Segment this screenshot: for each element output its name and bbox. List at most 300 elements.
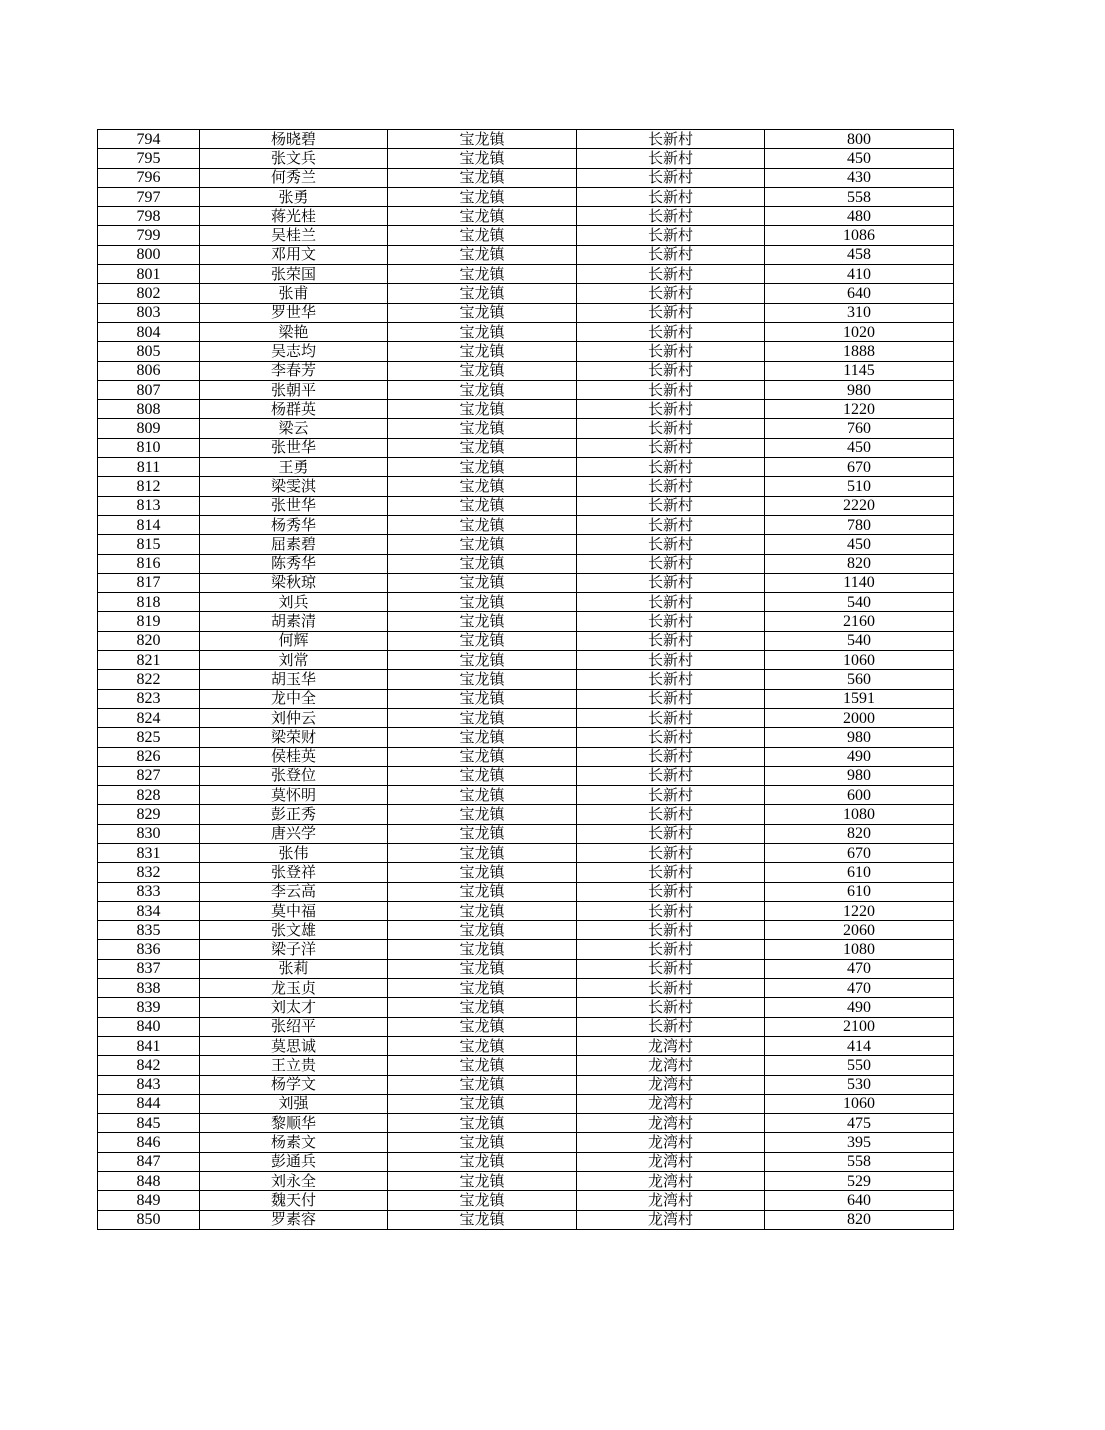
name-cell: 杨素文 bbox=[200, 1133, 388, 1152]
town-cell: 宝龙镇 bbox=[388, 670, 577, 689]
name-cell: 何辉 bbox=[200, 631, 388, 650]
table-row bbox=[98, 207, 954, 226]
amount-cell: 490 bbox=[765, 747, 954, 766]
town-cell: 宝龙镇 bbox=[388, 921, 577, 940]
village-cell: 龙湾村 bbox=[577, 1191, 765, 1210]
amount-cell: 540 bbox=[765, 631, 954, 650]
amount-cell: 2160 bbox=[765, 612, 954, 631]
town-cell: 宝龙镇 bbox=[388, 400, 577, 419]
town-cell: 宝龙镇 bbox=[388, 1172, 577, 1191]
table-row bbox=[98, 284, 954, 303]
amount-cell: 980 bbox=[765, 766, 954, 785]
town-cell: 宝龙镇 bbox=[388, 1191, 577, 1210]
row-number-cell: 799 bbox=[98, 226, 200, 245]
village-cell: 长新村 bbox=[577, 168, 765, 187]
amount-cell: 670 bbox=[765, 458, 954, 477]
town-cell: 宝龙镇 bbox=[388, 187, 577, 206]
table-row bbox=[98, 535, 954, 554]
row-number-cell: 823 bbox=[98, 689, 200, 708]
row-number-cell: 833 bbox=[98, 882, 200, 901]
town-cell: 宝龙镇 bbox=[388, 901, 577, 920]
row-number-cell: 826 bbox=[98, 747, 200, 766]
name-cell: 黎顺华 bbox=[200, 1114, 388, 1133]
name-cell: 莫中福 bbox=[200, 901, 388, 920]
table-row bbox=[98, 901, 954, 920]
town-cell: 宝龙镇 bbox=[388, 863, 577, 882]
table-row bbox=[98, 1036, 954, 1055]
village-cell: 长新村 bbox=[577, 979, 765, 998]
table-row bbox=[98, 1114, 954, 1133]
row-number-cell: 818 bbox=[98, 593, 200, 612]
village-cell: 长新村 bbox=[577, 554, 765, 573]
amount-cell: 470 bbox=[765, 979, 954, 998]
amount-cell: 414 bbox=[765, 1036, 954, 1055]
amount-cell: 490 bbox=[765, 998, 954, 1017]
table-row bbox=[98, 1017, 954, 1036]
village-cell: 长新村 bbox=[577, 265, 765, 284]
town-cell: 宝龙镇 bbox=[388, 882, 577, 901]
amount-cell: 529 bbox=[765, 1172, 954, 1191]
name-cell: 蒋光桂 bbox=[200, 207, 388, 226]
name-cell: 吴志均 bbox=[200, 342, 388, 361]
name-cell: 刘兵 bbox=[200, 593, 388, 612]
town-cell: 宝龙镇 bbox=[388, 130, 577, 149]
amount-cell: 560 bbox=[765, 670, 954, 689]
village-cell: 长新村 bbox=[577, 805, 765, 824]
amount-cell: 980 bbox=[765, 380, 954, 399]
table-row bbox=[98, 824, 954, 843]
town-cell: 宝龙镇 bbox=[388, 496, 577, 515]
table-row bbox=[98, 998, 954, 1017]
amount-cell: 540 bbox=[765, 593, 954, 612]
amount-cell: 2220 bbox=[765, 496, 954, 515]
name-cell: 彭正秀 bbox=[200, 805, 388, 824]
name-cell: 梁云 bbox=[200, 419, 388, 438]
village-cell: 长新村 bbox=[577, 130, 765, 149]
row-number-cell: 812 bbox=[98, 477, 200, 496]
amount-cell: 558 bbox=[765, 1152, 954, 1171]
row-number-cell: 802 bbox=[98, 284, 200, 303]
table-row bbox=[98, 1210, 954, 1229]
row-number-cell: 814 bbox=[98, 515, 200, 534]
village-cell: 龙湾村 bbox=[577, 1056, 765, 1075]
town-cell: 宝龙镇 bbox=[388, 303, 577, 322]
name-cell: 张登位 bbox=[200, 766, 388, 785]
village-cell: 长新村 bbox=[577, 901, 765, 920]
town-cell: 宝龙镇 bbox=[388, 342, 577, 361]
amount-cell: 480 bbox=[765, 207, 954, 226]
row-number-cell: 848 bbox=[98, 1172, 200, 1191]
town-cell: 宝龙镇 bbox=[388, 1036, 577, 1055]
name-cell: 陈秀华 bbox=[200, 554, 388, 573]
amount-cell: 2000 bbox=[765, 708, 954, 727]
row-number-cell: 832 bbox=[98, 863, 200, 882]
table-row bbox=[98, 786, 954, 805]
row-number-cell: 843 bbox=[98, 1075, 200, 1094]
row-number-cell: 847 bbox=[98, 1152, 200, 1171]
amount-cell: 550 bbox=[765, 1056, 954, 1075]
village-cell: 长新村 bbox=[577, 322, 765, 341]
row-number-cell: 797 bbox=[98, 187, 200, 206]
name-cell: 吴桂兰 bbox=[200, 226, 388, 245]
village-cell: 长新村 bbox=[577, 573, 765, 592]
village-cell: 长新村 bbox=[577, 631, 765, 650]
town-cell: 宝龙镇 bbox=[388, 554, 577, 573]
row-number-cell: 825 bbox=[98, 728, 200, 747]
row-number-cell: 804 bbox=[98, 322, 200, 341]
town-cell: 宝龙镇 bbox=[388, 1017, 577, 1036]
village-cell: 长新村 bbox=[577, 959, 765, 978]
table-row bbox=[98, 651, 954, 670]
name-cell: 梁秋琼 bbox=[200, 573, 388, 592]
town-cell: 宝龙镇 bbox=[388, 535, 577, 554]
name-cell: 杨群英 bbox=[200, 400, 388, 419]
name-cell: 刘永全 bbox=[200, 1172, 388, 1191]
row-number-cell: 817 bbox=[98, 573, 200, 592]
amount-cell: 820 bbox=[765, 554, 954, 573]
amount-cell: 1220 bbox=[765, 400, 954, 419]
row-number-cell: 842 bbox=[98, 1056, 200, 1075]
town-cell: 宝龙镇 bbox=[388, 728, 577, 747]
table-row bbox=[98, 689, 954, 708]
name-cell: 张登祥 bbox=[200, 863, 388, 882]
village-cell: 长新村 bbox=[577, 226, 765, 245]
amount-cell: 1888 bbox=[765, 342, 954, 361]
town-cell: 宝龙镇 bbox=[388, 265, 577, 284]
amount-cell: 410 bbox=[765, 265, 954, 284]
village-cell: 长新村 bbox=[577, 708, 765, 727]
table-row bbox=[98, 921, 954, 940]
name-cell: 张世华 bbox=[200, 496, 388, 515]
village-cell: 长新村 bbox=[577, 612, 765, 631]
table-row bbox=[98, 400, 954, 419]
town-cell: 宝龙镇 bbox=[388, 477, 577, 496]
table-row bbox=[98, 1172, 954, 1191]
amount-cell: 610 bbox=[765, 863, 954, 882]
town-cell: 宝龙镇 bbox=[388, 380, 577, 399]
table-row bbox=[98, 419, 954, 438]
village-cell: 长新村 bbox=[577, 515, 765, 534]
row-number-cell: 834 bbox=[98, 901, 200, 920]
table-row bbox=[98, 959, 954, 978]
row-number-cell: 839 bbox=[98, 998, 200, 1017]
amount-cell: 1140 bbox=[765, 573, 954, 592]
row-number-cell: 824 bbox=[98, 708, 200, 727]
table-row bbox=[98, 1133, 954, 1152]
row-number-cell: 816 bbox=[98, 554, 200, 573]
row-number-cell: 838 bbox=[98, 979, 200, 998]
amount-cell: 458 bbox=[765, 245, 954, 264]
amount-cell: 1145 bbox=[765, 361, 954, 380]
town-cell: 宝龙镇 bbox=[388, 631, 577, 650]
table-row bbox=[98, 380, 954, 399]
name-cell: 梁艳 bbox=[200, 322, 388, 341]
table-row bbox=[98, 265, 954, 284]
table-row bbox=[98, 1191, 954, 1210]
table-row bbox=[98, 322, 954, 341]
row-number-cell: 828 bbox=[98, 786, 200, 805]
name-cell: 邓用文 bbox=[200, 245, 388, 264]
row-number-cell: 849 bbox=[98, 1191, 200, 1210]
amount-cell: 1080 bbox=[765, 940, 954, 959]
town-cell: 宝龙镇 bbox=[388, 226, 577, 245]
row-number-cell: 800 bbox=[98, 245, 200, 264]
village-cell: 长新村 bbox=[577, 843, 765, 862]
table-row bbox=[98, 882, 954, 901]
table-row bbox=[98, 458, 954, 477]
town-cell: 宝龙镇 bbox=[388, 168, 577, 187]
village-cell: 龙湾村 bbox=[577, 1152, 765, 1171]
table-row bbox=[98, 496, 954, 515]
table-row bbox=[98, 1152, 954, 1171]
name-cell: 张朝平 bbox=[200, 380, 388, 399]
table-row bbox=[98, 438, 954, 457]
village-cell: 长新村 bbox=[577, 863, 765, 882]
name-cell: 莫思诚 bbox=[200, 1036, 388, 1055]
name-cell: 刘仲云 bbox=[200, 708, 388, 727]
row-number-cell: 840 bbox=[98, 1017, 200, 1036]
village-cell: 龙湾村 bbox=[577, 1094, 765, 1113]
town-cell: 宝龙镇 bbox=[388, 284, 577, 303]
data-table bbox=[97, 129, 954, 1230]
name-cell: 彭通兵 bbox=[200, 1152, 388, 1171]
table-row bbox=[98, 670, 954, 689]
name-cell: 王立贵 bbox=[200, 1056, 388, 1075]
name-cell: 刘强 bbox=[200, 1094, 388, 1113]
name-cell: 张勇 bbox=[200, 187, 388, 206]
name-cell: 龙中全 bbox=[200, 689, 388, 708]
name-cell: 何秀兰 bbox=[200, 168, 388, 187]
name-cell: 屈素碧 bbox=[200, 535, 388, 554]
town-cell: 宝龙镇 bbox=[388, 207, 577, 226]
town-cell: 宝龙镇 bbox=[388, 1056, 577, 1075]
amount-cell: 640 bbox=[765, 284, 954, 303]
table-row bbox=[98, 477, 954, 496]
table-row bbox=[98, 843, 954, 862]
name-cell: 张文雄 bbox=[200, 921, 388, 940]
village-cell: 长新村 bbox=[577, 284, 765, 303]
table-row bbox=[98, 149, 954, 168]
village-cell: 长新村 bbox=[577, 187, 765, 206]
amount-cell: 450 bbox=[765, 535, 954, 554]
village-cell: 长新村 bbox=[577, 207, 765, 226]
name-cell: 梁雯淇 bbox=[200, 477, 388, 496]
row-number-cell: 836 bbox=[98, 940, 200, 959]
village-cell: 长新村 bbox=[577, 535, 765, 554]
table-row bbox=[98, 593, 954, 612]
table-row bbox=[98, 979, 954, 998]
village-cell: 长新村 bbox=[577, 670, 765, 689]
amount-cell: 640 bbox=[765, 1191, 954, 1210]
amount-cell: 980 bbox=[765, 728, 954, 747]
row-number-cell: 815 bbox=[98, 535, 200, 554]
table-row bbox=[98, 766, 954, 785]
name-cell: 梁子洋 bbox=[200, 940, 388, 959]
name-cell: 刘常 bbox=[200, 651, 388, 670]
town-cell: 宝龙镇 bbox=[388, 824, 577, 843]
town-cell: 宝龙镇 bbox=[388, 940, 577, 959]
village-cell: 长新村 bbox=[577, 380, 765, 399]
village-cell: 长新村 bbox=[577, 651, 765, 670]
village-cell: 长新村 bbox=[577, 419, 765, 438]
amount-cell: 530 bbox=[765, 1075, 954, 1094]
amount-cell: 1060 bbox=[765, 1094, 954, 1113]
row-number-cell: 805 bbox=[98, 342, 200, 361]
row-number-cell: 845 bbox=[98, 1114, 200, 1133]
name-cell: 唐兴学 bbox=[200, 824, 388, 843]
table-row bbox=[98, 303, 954, 322]
row-number-cell: 829 bbox=[98, 805, 200, 824]
town-cell: 宝龙镇 bbox=[388, 1094, 577, 1113]
amount-cell: 610 bbox=[765, 882, 954, 901]
amount-cell: 475 bbox=[765, 1114, 954, 1133]
amount-cell: 1080 bbox=[765, 805, 954, 824]
table-row bbox=[98, 805, 954, 824]
village-cell: 长新村 bbox=[577, 747, 765, 766]
table-body bbox=[98, 130, 954, 1230]
town-cell: 宝龙镇 bbox=[388, 747, 577, 766]
table-row bbox=[98, 342, 954, 361]
table-row bbox=[98, 573, 954, 592]
row-number-cell: 820 bbox=[98, 631, 200, 650]
row-number-cell: 794 bbox=[98, 130, 200, 149]
amount-cell: 820 bbox=[765, 824, 954, 843]
name-cell: 张文兵 bbox=[200, 149, 388, 168]
row-number-cell: 798 bbox=[98, 207, 200, 226]
town-cell: 宝龙镇 bbox=[388, 573, 577, 592]
village-cell: 长新村 bbox=[577, 303, 765, 322]
table-row bbox=[98, 747, 954, 766]
name-cell: 张绍平 bbox=[200, 1017, 388, 1036]
name-cell: 刘太才 bbox=[200, 998, 388, 1017]
town-cell: 宝龙镇 bbox=[388, 322, 577, 341]
row-number-cell: 835 bbox=[98, 921, 200, 940]
table-row bbox=[98, 1094, 954, 1113]
row-number-cell: 831 bbox=[98, 843, 200, 862]
table-row bbox=[98, 863, 954, 882]
amount-cell: 450 bbox=[765, 438, 954, 457]
amount-cell: 430 bbox=[765, 168, 954, 187]
row-number-cell: 803 bbox=[98, 303, 200, 322]
amount-cell: 760 bbox=[765, 419, 954, 438]
town-cell: 宝龙镇 bbox=[388, 786, 577, 805]
village-cell: 长新村 bbox=[577, 400, 765, 419]
town-cell: 宝龙镇 bbox=[388, 458, 577, 477]
name-cell: 罗世华 bbox=[200, 303, 388, 322]
name-cell: 张世华 bbox=[200, 438, 388, 457]
village-cell: 长新村 bbox=[577, 458, 765, 477]
name-cell: 杨晓碧 bbox=[200, 130, 388, 149]
village-cell: 龙湾村 bbox=[577, 1075, 765, 1094]
town-cell: 宝龙镇 bbox=[388, 689, 577, 708]
town-cell: 宝龙镇 bbox=[388, 708, 577, 727]
village-cell: 长新村 bbox=[577, 824, 765, 843]
table-row bbox=[98, 1056, 954, 1075]
amount-cell: 1086 bbox=[765, 226, 954, 245]
row-number-cell: 796 bbox=[98, 168, 200, 187]
row-number-cell: 850 bbox=[98, 1210, 200, 1229]
town-cell: 宝龙镇 bbox=[388, 1152, 577, 1171]
table-row bbox=[98, 361, 954, 380]
amount-cell: 310 bbox=[765, 303, 954, 322]
name-cell: 杨学文 bbox=[200, 1075, 388, 1094]
town-cell: 宝龙镇 bbox=[388, 766, 577, 785]
amount-cell: 395 bbox=[765, 1133, 954, 1152]
village-cell: 长新村 bbox=[577, 882, 765, 901]
amount-cell: 558 bbox=[765, 187, 954, 206]
row-number-cell: 801 bbox=[98, 265, 200, 284]
table-row bbox=[98, 187, 954, 206]
name-cell: 李云高 bbox=[200, 882, 388, 901]
town-cell: 宝龙镇 bbox=[388, 1114, 577, 1133]
table-row bbox=[98, 631, 954, 650]
table-row bbox=[98, 1075, 954, 1094]
town-cell: 宝龙镇 bbox=[388, 959, 577, 978]
amount-cell: 600 bbox=[765, 786, 954, 805]
village-cell: 长新村 bbox=[577, 766, 765, 785]
table-row bbox=[98, 168, 954, 187]
village-cell: 长新村 bbox=[577, 1017, 765, 1036]
table-row bbox=[98, 226, 954, 245]
village-cell: 长新村 bbox=[577, 786, 765, 805]
table-row bbox=[98, 612, 954, 631]
table-row bbox=[98, 554, 954, 573]
village-cell: 长新村 bbox=[577, 149, 765, 168]
village-cell: 长新村 bbox=[577, 496, 765, 515]
village-cell: 龙湾村 bbox=[577, 1133, 765, 1152]
village-cell: 龙湾村 bbox=[577, 1114, 765, 1133]
row-number-cell: 795 bbox=[98, 149, 200, 168]
row-number-cell: 811 bbox=[98, 458, 200, 477]
village-cell: 长新村 bbox=[577, 998, 765, 1017]
name-cell: 王勇 bbox=[200, 458, 388, 477]
row-number-cell: 819 bbox=[98, 612, 200, 631]
amount-cell: 2100 bbox=[765, 1017, 954, 1036]
amount-cell: 510 bbox=[765, 477, 954, 496]
name-cell: 莫怀明 bbox=[200, 786, 388, 805]
town-cell: 宝龙镇 bbox=[388, 149, 577, 168]
name-cell: 侯桂英 bbox=[200, 747, 388, 766]
village-cell: 龙湾村 bbox=[577, 1036, 765, 1055]
name-cell: 李春芳 bbox=[200, 361, 388, 380]
town-cell: 宝龙镇 bbox=[388, 438, 577, 457]
row-number-cell: 806 bbox=[98, 361, 200, 380]
row-number-cell: 809 bbox=[98, 419, 200, 438]
name-cell: 张甫 bbox=[200, 284, 388, 303]
name-cell: 龙玉贞 bbox=[200, 979, 388, 998]
table-row bbox=[98, 245, 954, 264]
village-cell: 长新村 bbox=[577, 438, 765, 457]
table-row bbox=[98, 708, 954, 727]
row-number-cell: 810 bbox=[98, 438, 200, 457]
row-number-cell: 821 bbox=[98, 651, 200, 670]
name-cell: 罗素容 bbox=[200, 1210, 388, 1229]
amount-cell: 820 bbox=[765, 1210, 954, 1229]
town-cell: 宝龙镇 bbox=[388, 979, 577, 998]
row-number-cell: 827 bbox=[98, 766, 200, 785]
amount-cell: 470 bbox=[765, 959, 954, 978]
name-cell: 魏天付 bbox=[200, 1191, 388, 1210]
town-cell: 宝龙镇 bbox=[388, 515, 577, 534]
name-cell: 张伟 bbox=[200, 843, 388, 862]
name-cell: 杨秀华 bbox=[200, 515, 388, 534]
name-cell: 胡玉华 bbox=[200, 670, 388, 689]
town-cell: 宝龙镇 bbox=[388, 843, 577, 862]
row-number-cell: 822 bbox=[98, 670, 200, 689]
row-number-cell: 844 bbox=[98, 1094, 200, 1113]
village-cell: 龙湾村 bbox=[577, 1172, 765, 1191]
table-row bbox=[98, 515, 954, 534]
